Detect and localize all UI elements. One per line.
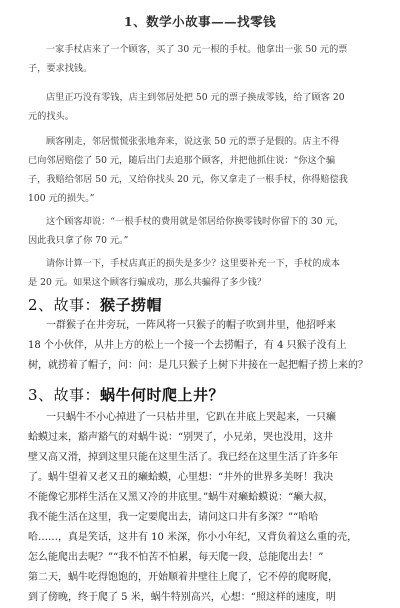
section-heading-3 [28, 384, 224, 405]
text-line: 已向邻居赔偿了 50 元，随后出门去追那个顾客，并把他抓住说：“你这个骗 [28, 155, 336, 166]
text-line: 怎么能爬出去呢？”“我不怕苦不怕累，每天爬一段，总能爬出去！” [28, 552, 324, 563]
text-line: 一群猴子在井旁玩，一阵风将一只猴子的帽子吹到井里，他招呼来 [46, 320, 336, 331]
paragraph-2 [28, 88, 374, 126]
text-line: 到了傍晚，终于爬了 5 米，蜗牛特别高兴，心想：“照这样的速度，明 [28, 592, 336, 603]
text-line: 树，就捞着了帽子，问：问：是几只猴子上树下井接在一起把帽子捞上来的？ [28, 360, 368, 371]
text-line: 蛤蟆过来，豁声豁气的对蜗牛说：“别哭了，小兄弟，哭也没用，这井 [28, 432, 334, 443]
page-title: 1、数学小故事——找零钱 [123, 14, 277, 29]
section-title: 蜗牛何时爬上井？ [100, 386, 225, 404]
text-line: 第二天，蜗牛吃得饱饱的，开始顺着井壁往上爬了，它不停的爬呀爬， [28, 572, 338, 583]
section-number: 2、故事： [28, 296, 101, 314]
paragraph-story-2 [28, 316, 374, 376]
section-number: 3、故事： [28, 386, 101, 404]
paragraph-1 [28, 40, 374, 78]
paragraph-story-3 [28, 408, 374, 608]
text-line: 不能像它那样生活在又黑又冷的井底里。”蜗牛对癞蛤蟆说：“癞大叔， [28, 492, 334, 503]
paragraph-5 [28, 254, 374, 292]
text-line: 一家手杖店来了一个顾客，买了 30 元一根的手杖。他拿出一张 50 元的票 [46, 44, 348, 55]
text-line: 顾客刚走，邻居慌慌张张地奔来，说这张 50 元的票子是假的。店主不得 [46, 136, 340, 147]
text-line: 元的找头。 [28, 111, 74, 122]
text-line: 壁又高又滑，掉到这里只能在这里生活了。我已经在这里生活了许多年 [28, 452, 338, 463]
text-line: 一只蜗牛不小心掉进了一只枯井里，它趴在井底上哭起来，一只癞 [46, 412, 336, 423]
text-line: 了。蜗牛望着又老又丑的癞蛤蟆，心里想：“井外的世界多美呀！我决 [28, 472, 334, 483]
text-line: 18 个小伙伴，从井上方的松上一个接一个去捞帽子，有 4 只猴子没有上 [28, 340, 347, 351]
paragraph-4 [28, 212, 374, 250]
text-line: 是 20 元。如果这个顾客行骗成功，那么共骗得了多少钱？ [28, 277, 267, 288]
text-line: 这个顾客却说：“一根手杖的费用就是邻居给你换零钱时你留下的 30 元， [46, 216, 344, 227]
paragraph-3 [28, 132, 374, 208]
text-line: 子，要求找钱。 [28, 63, 93, 74]
text-line: 因此我只拿了你 70 元。” [28, 235, 129, 246]
section-heading-2 [28, 294, 162, 315]
text-line: 店里正巧没有零钱，店主到邻居处把 50 元的票子换成零钱，给了顾客 20 [46, 92, 345, 103]
text-line: 100 元的损失。” [28, 193, 95, 204]
text-line: 我不能生活在这里，我一定要爬出去，请问这口井有多深？”“哈哈 [28, 512, 319, 523]
text-line: 请你计算一下，手杖店真正的损失是多少？这里要补充一下，手杖的成本 [46, 258, 340, 269]
text-line: 哈……，真是笑话，这井有 10 米深，你小小年纪，又背负着这么重的壳， [28, 532, 358, 543]
section-title: 猴子捞帽 [100, 296, 163, 314]
text-line: 子，我赔给邻居 50 元，又给你找头 20 元，你又拿走了一根手杖，你得赔偿我 [28, 174, 348, 185]
